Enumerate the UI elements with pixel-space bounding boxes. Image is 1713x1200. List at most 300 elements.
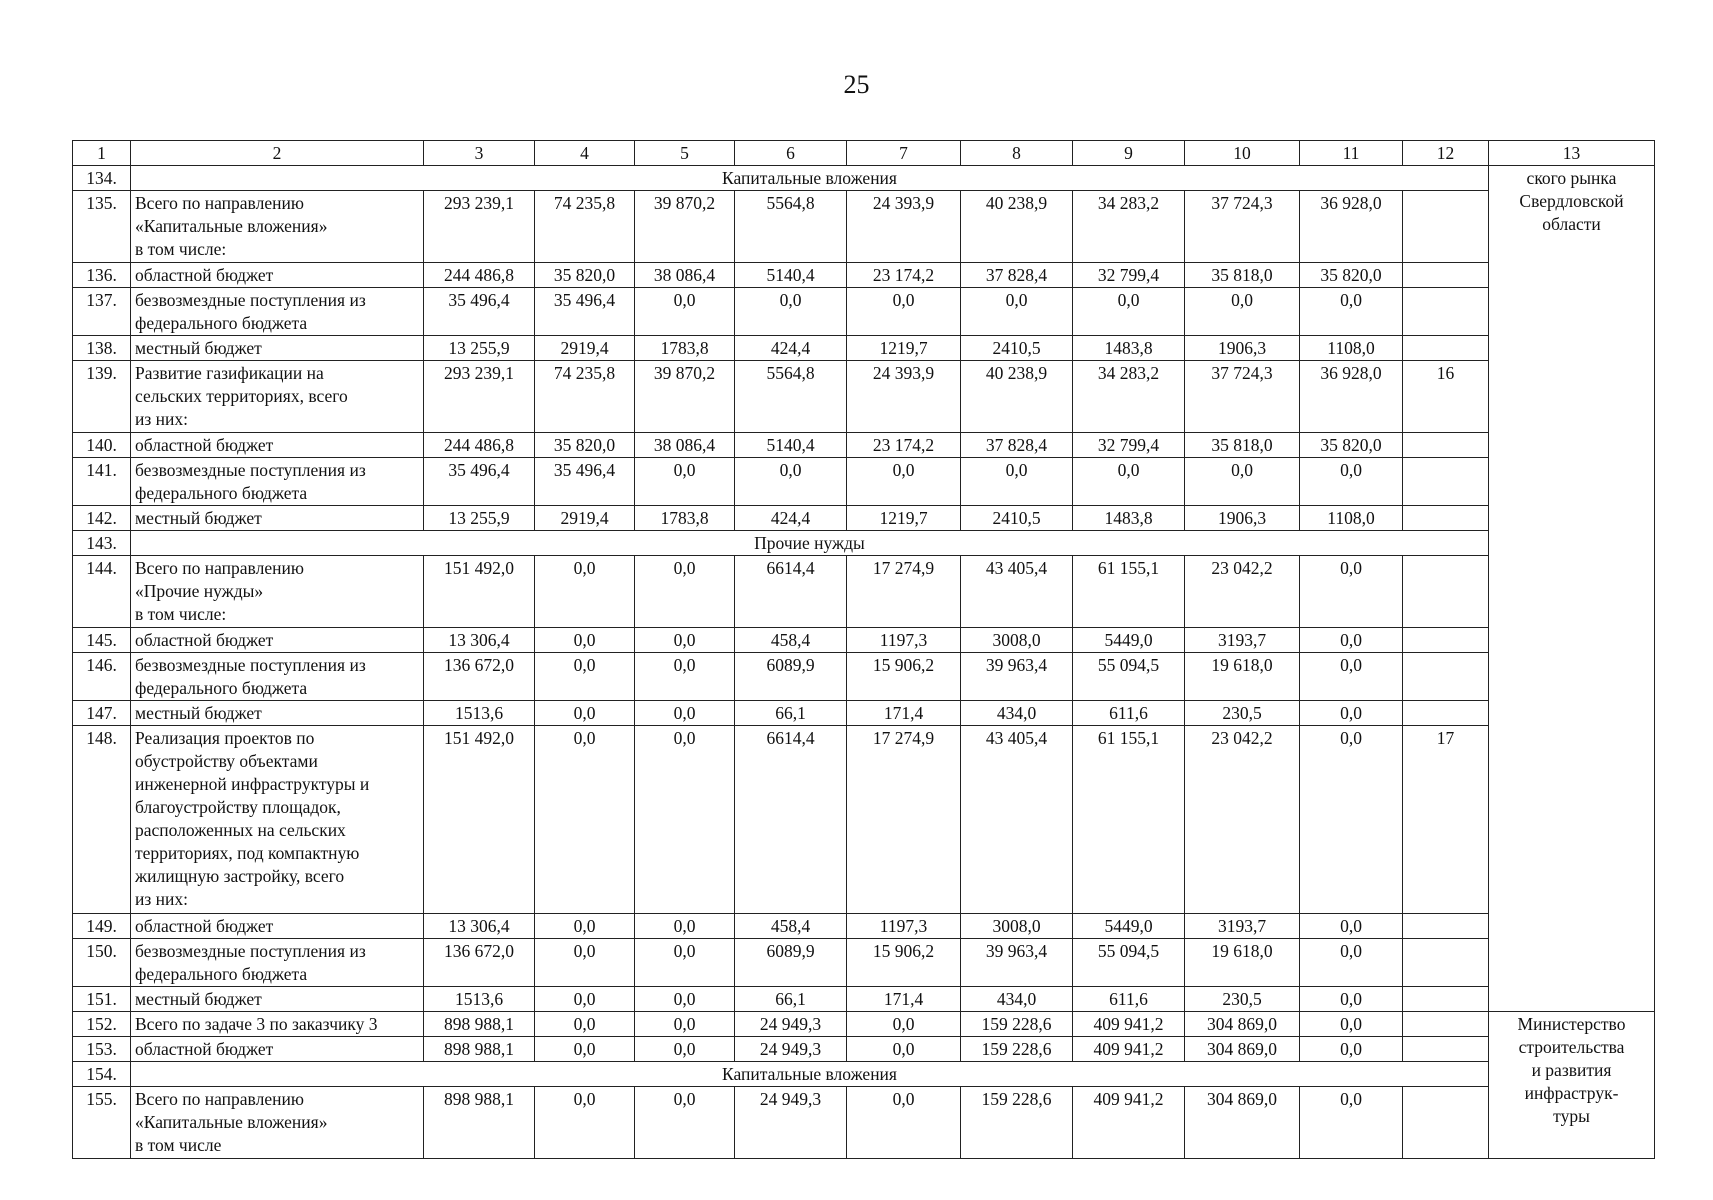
value-cell: 23 042,2 <box>1185 726 1300 914</box>
cell-line: жилищную застройку, всего <box>135 866 345 886</box>
value-cell: 1513,6 <box>424 701 535 726</box>
value-cell: 293 239,1 <box>424 361 535 433</box>
value-cell: 13 255,9 <box>424 506 535 531</box>
value-cell: 38 086,4 <box>635 433 735 458</box>
row-number: 145. <box>73 628 131 653</box>
cell-line: сельских территориях, всего <box>135 386 348 406</box>
row-number: 144. <box>73 556 131 628</box>
row-number: 146. <box>73 653 131 701</box>
value-cell: 24 949,3 <box>735 1087 847 1159</box>
cell-line: инфраструк- <box>1524 1083 1619 1103</box>
target-indicator-cell <box>1403 1037 1489 1062</box>
value-cell: 0,0 <box>635 458 735 506</box>
value-cell: 0,0 <box>635 1037 735 1062</box>
row-number: 139. <box>73 361 131 433</box>
value-cell: 43 405,4 <box>961 726 1073 914</box>
row-number: 140. <box>73 433 131 458</box>
table-row <box>73 653 1655 701</box>
section-row <box>73 166 1655 191</box>
target-indicator-cell <box>1403 263 1489 288</box>
value-cell: 0,0 <box>535 1037 635 1062</box>
value-cell: 23 174,2 <box>847 433 961 458</box>
value-cell: 611,6 <box>1073 701 1185 726</box>
customer-cell-top <box>1489 166 1655 1012</box>
value-cell: 171,4 <box>847 701 961 726</box>
value-cell: 39 870,2 <box>635 191 735 263</box>
value-cell: 43 405,4 <box>961 556 1073 628</box>
value-cell: 0,0 <box>1300 288 1403 336</box>
cell-line: области <box>1542 214 1601 234</box>
value-cell: 611,6 <box>1073 987 1185 1012</box>
value-cell: 159 228,6 <box>961 1087 1073 1159</box>
row-number: 148. <box>73 726 131 914</box>
column-header: 9 <box>1073 141 1185 166</box>
value-cell: 1483,8 <box>1073 506 1185 531</box>
row-number: 150. <box>73 939 131 987</box>
table-row <box>73 263 1655 288</box>
value-cell: 5449,0 <box>1073 628 1185 653</box>
value-cell: 0,0 <box>961 288 1073 336</box>
value-cell: 37 828,4 <box>961 263 1073 288</box>
value-cell: 3193,7 <box>1185 628 1300 653</box>
value-cell: 38 086,4 <box>635 263 735 288</box>
value-cell: 0,0 <box>1300 939 1403 987</box>
table-row <box>73 433 1655 458</box>
value-cell: 40 238,9 <box>961 191 1073 263</box>
section-row <box>73 1062 1655 1087</box>
row-number: 154. <box>73 1062 131 1087</box>
row-description <box>131 726 424 914</box>
target-indicator-cell <box>1403 191 1489 263</box>
value-cell: 0,0 <box>635 653 735 701</box>
table-row <box>73 1012 1655 1037</box>
table-row <box>73 458 1655 506</box>
table-row <box>73 1087 1655 1159</box>
table-row <box>73 288 1655 336</box>
table-row <box>73 361 1655 433</box>
value-cell: 0,0 <box>1300 556 1403 628</box>
target-indicator-cell <box>1403 1087 1489 1159</box>
value-cell: 1108,0 <box>1300 336 1403 361</box>
value-cell: 5140,4 <box>735 433 847 458</box>
value-cell: 1906,3 <box>1185 336 1300 361</box>
value-cell: 230,5 <box>1185 987 1300 1012</box>
value-cell: 66,1 <box>735 701 847 726</box>
value-cell: 293 239,1 <box>424 191 535 263</box>
cell-line: из них: <box>135 889 188 909</box>
value-cell: 409 941,2 <box>1073 1012 1185 1037</box>
value-cell: 6614,4 <box>735 726 847 914</box>
cell-line: Всего по направлению <box>135 1089 304 1109</box>
customer-cell-bottom <box>1489 1012 1655 1159</box>
row-number: 151. <box>73 987 131 1012</box>
row-number: 155. <box>73 1087 131 1159</box>
cell-line: федерального бюджета <box>135 483 308 503</box>
value-cell: 0,0 <box>535 726 635 914</box>
row-number: 138. <box>73 336 131 361</box>
value-cell: 24 393,9 <box>847 361 961 433</box>
value-cell: 55 094,5 <box>1073 939 1185 987</box>
cell-line: местный бюджет <box>135 989 262 1009</box>
table-row <box>73 701 1655 726</box>
value-cell: 1197,3 <box>847 914 961 939</box>
value-cell: 0,0 <box>1300 653 1403 701</box>
value-cell: 37 724,3 <box>1185 361 1300 433</box>
value-cell: 35 820,0 <box>1300 263 1403 288</box>
page-number: 25 <box>843 70 870 99</box>
cell-line: Всего по направлению <box>135 193 304 213</box>
row-number: 136. <box>73 263 131 288</box>
column-header: 2 <box>131 141 424 166</box>
value-cell: 0,0 <box>735 288 847 336</box>
value-cell: 1783,8 <box>635 506 735 531</box>
value-cell: 136 672,0 <box>424 939 535 987</box>
cell-line: территориях, под компактную <box>135 843 360 863</box>
value-cell: 0,0 <box>1300 914 1403 939</box>
table-row <box>73 506 1655 531</box>
value-cell: 55 094,5 <box>1073 653 1185 701</box>
column-header: 8 <box>961 141 1073 166</box>
value-cell: 39 870,2 <box>635 361 735 433</box>
row-number: 137. <box>73 288 131 336</box>
value-cell: 2410,5 <box>961 336 1073 361</box>
value-cell: 304 869,0 <box>1185 1037 1300 1062</box>
value-cell: 0,0 <box>535 1087 635 1159</box>
value-cell: 13 306,4 <box>424 628 535 653</box>
cell-line: областной бюджет <box>135 265 274 285</box>
value-cell: 39 963,4 <box>961 653 1073 701</box>
table-row <box>73 987 1655 1012</box>
value-cell: 1108,0 <box>1300 506 1403 531</box>
value-cell: 35 818,0 <box>1185 433 1300 458</box>
value-cell: 458,4 <box>735 628 847 653</box>
table-row <box>73 1037 1655 1062</box>
cell-line: в том числе: <box>135 604 227 624</box>
value-cell: 17 274,9 <box>847 556 961 628</box>
value-cell: 37 724,3 <box>1185 191 1300 263</box>
value-cell: 0,0 <box>635 288 735 336</box>
value-cell: 0,0 <box>1073 288 1185 336</box>
section-row <box>73 531 1655 556</box>
target-indicator-cell <box>1403 288 1489 336</box>
row-description <box>131 361 424 433</box>
value-cell: 66,1 <box>735 987 847 1012</box>
target-indicator-cell <box>1403 433 1489 458</box>
cell-line: местный бюджет <box>135 508 262 528</box>
value-cell: 32 799,4 <box>1073 263 1185 288</box>
value-cell: 0,0 <box>635 726 735 914</box>
value-cell: 0,0 <box>535 653 635 701</box>
section-title: Капитальные вложения <box>131 1062 1489 1087</box>
cell-line: инженерной инфраструктуры и <box>135 774 370 794</box>
value-cell: 1219,7 <box>847 506 961 531</box>
cell-line: «Прочие нужды» <box>135 581 264 601</box>
cell-line: Развитие газификации на <box>135 363 324 383</box>
value-cell: 304 869,0 <box>1185 1087 1300 1159</box>
value-cell: 0,0 <box>1185 458 1300 506</box>
row-description <box>131 1037 424 1062</box>
value-cell: 424,4 <box>735 506 847 531</box>
value-cell: 0,0 <box>1300 628 1403 653</box>
value-cell: 0,0 <box>635 556 735 628</box>
value-cell: 23 042,2 <box>1185 556 1300 628</box>
row-description <box>131 701 424 726</box>
cell-line: безвозмездные поступления из <box>135 655 366 675</box>
value-cell: 0,0 <box>635 939 735 987</box>
value-cell: 34 283,2 <box>1073 191 1185 263</box>
value-cell: 5140,4 <box>735 263 847 288</box>
value-cell: 6614,4 <box>735 556 847 628</box>
value-cell: 32 799,4 <box>1073 433 1185 458</box>
row-description <box>131 336 424 361</box>
value-cell: 0,0 <box>735 458 847 506</box>
value-cell: 1197,3 <box>847 628 961 653</box>
value-cell: 35 496,4 <box>424 458 535 506</box>
target-indicator-cell <box>1403 336 1489 361</box>
value-cell: 2919,4 <box>535 336 635 361</box>
value-cell: 0,0 <box>1300 701 1403 726</box>
cell-line: из них: <box>135 409 188 429</box>
value-cell: 0,0 <box>635 914 735 939</box>
value-cell: 1483,8 <box>1073 336 1185 361</box>
value-cell: 0,0 <box>635 1012 735 1037</box>
target-indicator-cell <box>1403 458 1489 506</box>
value-cell: 0,0 <box>961 458 1073 506</box>
column-header: 11 <box>1300 141 1403 166</box>
row-description <box>131 1087 424 1159</box>
target-indicator-cell <box>1403 701 1489 726</box>
column-header: 5 <box>635 141 735 166</box>
value-cell: 0,0 <box>535 556 635 628</box>
row-description <box>131 191 424 263</box>
value-cell: 15 906,2 <box>847 939 961 987</box>
value-cell: 40 238,9 <box>961 361 1073 433</box>
value-cell: 35 496,4 <box>535 458 635 506</box>
cell-line: Всего по направлению <box>135 558 304 578</box>
column-header: 7 <box>847 141 961 166</box>
value-cell: 1783,8 <box>635 336 735 361</box>
value-cell: 17 274,9 <box>847 726 961 914</box>
value-cell: 39 963,4 <box>961 939 1073 987</box>
value-cell: 0,0 <box>1300 1012 1403 1037</box>
cell-line: ского рынка <box>1526 168 1617 188</box>
value-cell: 34 283,2 <box>1073 361 1185 433</box>
value-cell: 3008,0 <box>961 914 1073 939</box>
value-cell: 5564,8 <box>735 191 847 263</box>
cell-line: в том числе <box>135 1135 222 1155</box>
value-cell: 0,0 <box>535 987 635 1012</box>
value-cell: 13 306,4 <box>424 914 535 939</box>
value-cell: 5564,8 <box>735 361 847 433</box>
value-cell: 35 496,4 <box>424 288 535 336</box>
value-cell: 74 235,8 <box>535 191 635 263</box>
value-cell: 0,0 <box>1300 458 1403 506</box>
value-cell: 19 618,0 <box>1185 653 1300 701</box>
value-cell: 37 828,4 <box>961 433 1073 458</box>
cell-line: в том числе: <box>135 239 227 259</box>
row-number: 134. <box>73 166 131 191</box>
header-row <box>73 141 1655 166</box>
value-cell: 458,4 <box>735 914 847 939</box>
value-cell: 0,0 <box>635 701 735 726</box>
target-indicator-cell <box>1403 628 1489 653</box>
cell-line: областной бюджет <box>135 435 274 455</box>
value-cell: 0,0 <box>1300 1087 1403 1159</box>
value-cell: 23 174,2 <box>847 263 961 288</box>
cell-line: «Капитальные вложения» <box>135 216 328 236</box>
table-row <box>73 191 1655 263</box>
value-cell: 0,0 <box>847 1087 961 1159</box>
cell-line: расположенных на сельских <box>135 820 346 840</box>
value-cell: 15 906,2 <box>847 653 961 701</box>
row-number: 147. <box>73 701 131 726</box>
value-cell: 24 393,9 <box>847 191 961 263</box>
budget-table <box>72 140 1655 1159</box>
value-cell: 230,5 <box>1185 701 1300 726</box>
column-header: 6 <box>735 141 847 166</box>
cell-line: федерального бюджета <box>135 678 308 698</box>
value-cell: 35 820,0 <box>535 433 635 458</box>
row-description <box>131 288 424 336</box>
value-cell: 0,0 <box>635 987 735 1012</box>
target-indicator-cell <box>1403 939 1489 987</box>
row-description <box>131 263 424 288</box>
value-cell: 424,4 <box>735 336 847 361</box>
value-cell: 2919,4 <box>535 506 635 531</box>
cell-line: федерального бюджета <box>135 313 308 333</box>
value-cell: 74 235,8 <box>535 361 635 433</box>
value-cell: 0,0 <box>1185 288 1300 336</box>
column-header: 10 <box>1185 141 1300 166</box>
cell-line: федерального бюджета <box>135 964 308 984</box>
value-cell: 1513,6 <box>424 987 535 1012</box>
value-cell: 36 928,0 <box>1300 191 1403 263</box>
cell-line: Министерство <box>1517 1014 1626 1034</box>
cell-line: обустройству объектами <box>135 751 318 771</box>
value-cell: 0,0 <box>1300 987 1403 1012</box>
cell-line: безвозмездные поступления из <box>135 941 366 961</box>
cell-line: областной бюджет <box>135 916 274 936</box>
value-cell: 434,0 <box>961 701 1073 726</box>
column-header: 1 <box>73 141 131 166</box>
value-cell: 304 869,0 <box>1185 1012 1300 1037</box>
value-cell: 1219,7 <box>847 336 961 361</box>
value-cell: 0,0 <box>535 914 635 939</box>
cell-line: Свердловской <box>1519 191 1624 211</box>
value-cell: 19 618,0 <box>1185 939 1300 987</box>
column-header: 4 <box>535 141 635 166</box>
value-cell: 898 988,1 <box>424 1087 535 1159</box>
section-title: Прочие нужды <box>131 531 1489 556</box>
row-number: 142. <box>73 506 131 531</box>
row-number: 143. <box>73 531 131 556</box>
value-cell: 0,0 <box>1300 1037 1403 1062</box>
table-row <box>73 336 1655 361</box>
target-indicator-cell <box>1403 556 1489 628</box>
row-description <box>131 556 424 628</box>
table-row <box>73 726 1655 914</box>
value-cell: 3008,0 <box>961 628 1073 653</box>
value-cell: 0,0 <box>1073 458 1185 506</box>
cell-line: туры <box>1553 1106 1590 1126</box>
value-cell: 5449,0 <box>1073 914 1185 939</box>
cell-line: «Капитальные вложения» <box>135 1112 328 1132</box>
value-cell: 434,0 <box>961 987 1073 1012</box>
row-description <box>131 458 424 506</box>
value-cell: 3193,7 <box>1185 914 1300 939</box>
value-cell: 35 820,0 <box>535 263 635 288</box>
section-title: Капитальные вложения <box>131 166 1489 191</box>
row-description <box>131 433 424 458</box>
value-cell: 61 155,1 <box>1073 556 1185 628</box>
value-cell: 24 949,3 <box>735 1037 847 1062</box>
target-indicator-cell: 16 <box>1403 361 1489 433</box>
row-description <box>131 506 424 531</box>
value-cell: 0,0 <box>847 458 961 506</box>
value-cell: 136 672,0 <box>424 653 535 701</box>
row-number: 135. <box>73 191 131 263</box>
row-number: 141. <box>73 458 131 506</box>
cell-line: местный бюджет <box>135 703 262 723</box>
cell-line: Всего по задаче 3 по заказчику 3 <box>135 1014 378 1034</box>
value-cell: 1906,3 <box>1185 506 1300 531</box>
table-row <box>73 628 1655 653</box>
value-cell: 0,0 <box>535 939 635 987</box>
value-cell: 244 486,8 <box>424 263 535 288</box>
cell-line: строительства <box>1518 1037 1625 1057</box>
cell-line: безвозмездные поступления из <box>135 460 366 480</box>
target-indicator-cell <box>1403 653 1489 701</box>
value-cell: 898 988,1 <box>424 1012 535 1037</box>
value-cell: 409 941,2 <box>1073 1037 1185 1062</box>
column-header: 12 <box>1403 141 1489 166</box>
value-cell: 35 820,0 <box>1300 433 1403 458</box>
value-cell: 2410,5 <box>961 506 1073 531</box>
cell-line: благоустройству площадок, <box>135 797 341 817</box>
cell-line: Реализация проектов по <box>135 728 315 748</box>
value-cell: 0,0 <box>535 1012 635 1037</box>
target-indicator-cell: 17 <box>1403 726 1489 914</box>
cell-line: и развития <box>1531 1060 1612 1080</box>
value-cell: 36 928,0 <box>1300 361 1403 433</box>
row-description <box>131 987 424 1012</box>
value-cell: 0,0 <box>847 288 961 336</box>
cell-line: местный бюджет <box>135 338 262 358</box>
value-cell: 0,0 <box>535 701 635 726</box>
row-description <box>131 914 424 939</box>
table-row <box>73 914 1655 939</box>
table-row <box>73 556 1655 628</box>
row-number: 149. <box>73 914 131 939</box>
value-cell: 244 486,8 <box>424 433 535 458</box>
target-indicator-cell <box>1403 987 1489 1012</box>
value-cell: 409 941,2 <box>1073 1087 1185 1159</box>
row-description <box>131 628 424 653</box>
row-description <box>131 653 424 701</box>
value-cell: 0,0 <box>535 628 635 653</box>
value-cell: 6089,9 <box>735 939 847 987</box>
target-indicator-cell <box>1403 914 1489 939</box>
value-cell: 13 255,9 <box>424 336 535 361</box>
column-header: 13 <box>1489 141 1655 166</box>
cell-line: безвозмездные поступления из <box>135 290 366 310</box>
target-indicator-cell <box>1403 506 1489 531</box>
value-cell: 61 155,1 <box>1073 726 1185 914</box>
value-cell: 0,0 <box>1300 726 1403 914</box>
row-number: 153. <box>73 1037 131 1062</box>
value-cell: 35 818,0 <box>1185 263 1300 288</box>
cell-line: областной бюджет <box>135 1039 274 1059</box>
